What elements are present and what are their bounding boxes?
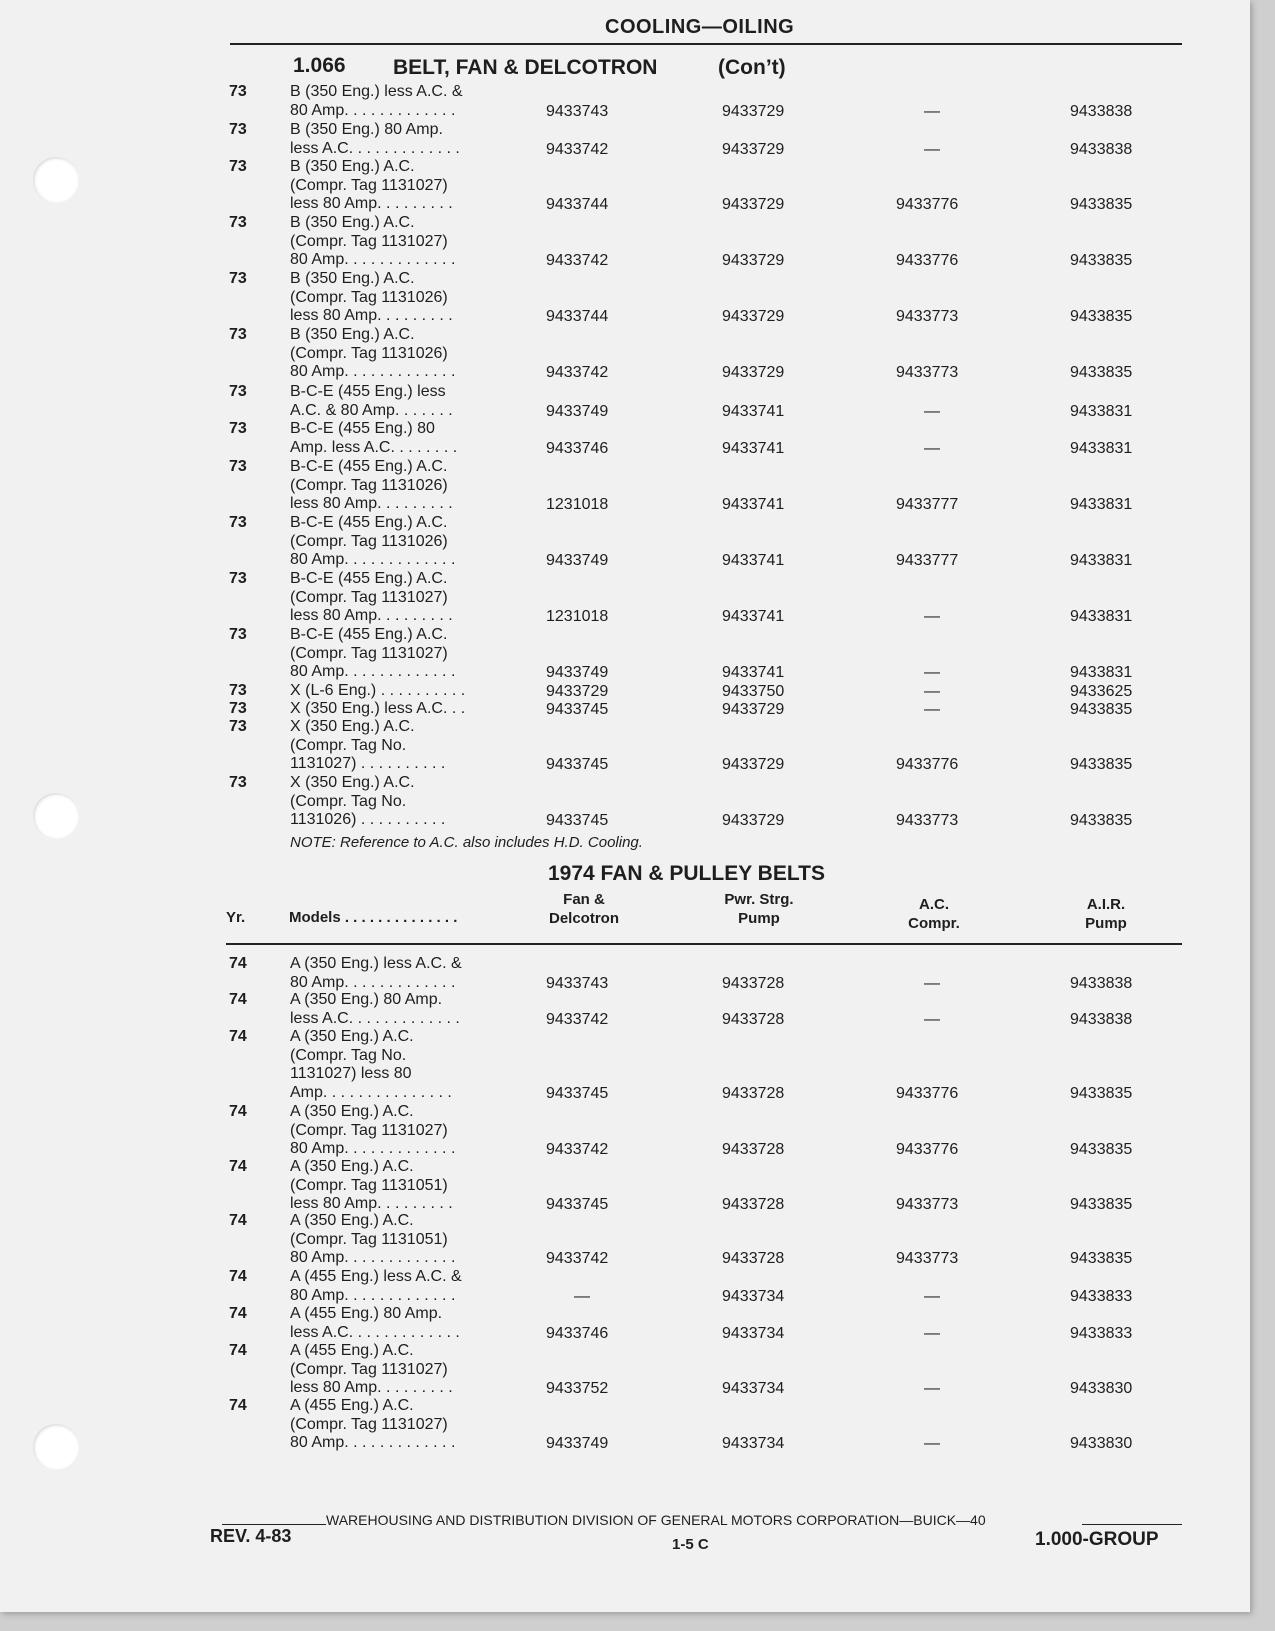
power-steering-part: 9433728 <box>722 1141 785 1159</box>
fan-delcotron-part: 9433745 <box>546 1084 609 1102</box>
row-model-description: B-C-E (455 Eng.) A.C. (Compr. Tag 1131026) 80 Amp. . . . . . . . . . . . . <box>290 514 456 569</box>
ac-compressor-part: — <box>924 1380 940 1398</box>
header-rule <box>230 43 1182 45</box>
binder-hole <box>33 157 79 203</box>
ac-compressor-part: — <box>924 1324 940 1342</box>
row-model-description: B-C-E (455 Eng.) A.C. (Compr. Tag 1131027) 80 Amp. . . . . . . . . . . . . <box>290 626 456 681</box>
ac-compressor-part: 9433773 <box>896 364 959 382</box>
row-model-description: A (350 Eng.) less A.C. & 80 Amp. . . . . . . . . . . . . <box>290 955 462 991</box>
fan-delcotron-part: 9433745 <box>546 1196 609 1214</box>
air-pump-part: 9433833 <box>1070 1324 1133 1342</box>
row-year: 73 <box>229 214 247 231</box>
section-number: 1.066 <box>293 54 346 77</box>
power-steering-part: 9433741 <box>722 552 785 570</box>
col-header-air: A.I.R. Pump <box>1085 896 1127 932</box>
power-steering-part: 9433741 <box>722 496 785 514</box>
power-steering-part: 9433728 <box>722 974 785 992</box>
row-year: 73 <box>229 682 247 699</box>
row-year: 73 <box>229 383 247 400</box>
power-steering-part: 9433729 <box>722 701 785 718</box>
fan-delcotron-part: 1231018 <box>546 496 609 514</box>
fan-delcotron-part: 9433749 <box>546 552 609 570</box>
ac-compressor-part: 9433773 <box>896 1196 959 1214</box>
row-year: 74 <box>229 1103 247 1120</box>
row-year: 73 <box>229 121 247 138</box>
air-pump-part: 9433835 <box>1070 1250 1133 1268</box>
row-year: 73 <box>229 270 247 287</box>
air-pump-part: 9433835 <box>1070 756 1133 774</box>
air-pump-part: 9433625 <box>1070 683 1133 700</box>
power-steering-part: 9433728 <box>722 1084 785 1102</box>
ac-compressor-part: 9433773 <box>896 1250 959 1268</box>
power-steering-part: 9433729 <box>722 756 785 774</box>
air-pump-part: 9433831 <box>1070 496 1133 514</box>
power-steering-part: 9433734 <box>722 1435 785 1453</box>
group-label: 1.000-GROUP <box>1035 1529 1159 1550</box>
ac-compressor-part: — <box>924 974 940 992</box>
fan-delcotron-part: 9433743 <box>546 102 609 120</box>
fan-delcotron-part: 9433744 <box>546 308 609 326</box>
power-steering-part: 9433729 <box>722 140 785 158</box>
power-steering-part: 9433741 <box>722 608 785 626</box>
row-year: 73 <box>229 700 247 717</box>
table-note: NOTE: Reference to A.C. also includes H.D. Cooling. <box>290 834 643 851</box>
power-steering-part: 9433734 <box>722 1380 785 1398</box>
row-model-description: B-C-E (455 Eng.) A.C. (Compr. Tag 1131027) less 80 Amp. . . . . . . . . <box>290 570 453 625</box>
air-pump-part: 9433838 <box>1070 102 1133 120</box>
fan-delcotron-part: 9433745 <box>546 701 609 718</box>
col-header-yr: Yr. <box>226 909 246 926</box>
air-pump-part: 9433838 <box>1070 140 1133 158</box>
col-header-fan: Fan & Delcotron <box>548 891 619 927</box>
power-steering-part: 9433729 <box>722 812 785 830</box>
row-year: 73 <box>229 570 247 587</box>
power-steering-part: 9433741 <box>722 439 785 457</box>
ac-compressor-part: — <box>924 701 940 718</box>
air-pump-part: 9433831 <box>1070 608 1133 626</box>
row-year: 73 <box>229 83 247 100</box>
fan-delcotron-part: 9433749 <box>546 1435 609 1453</box>
ac-compressor-part: — <box>924 439 940 457</box>
ac-compressor-part: — <box>924 102 940 120</box>
power-steering-part: 9433729 <box>722 252 785 270</box>
air-pump-part: 9433831 <box>1070 664 1133 682</box>
fan-delcotron-part: 9433752 <box>546 1380 609 1398</box>
row-year: 73 <box>229 626 247 643</box>
row-model-description: B-C-E (455 Eng.) less A.C. & 80 Amp. . . . . . . <box>290 383 453 419</box>
fan-delcotron-part: 9433742 <box>546 140 609 158</box>
power-steering-part: 9433734 <box>722 1287 785 1305</box>
ac-compressor-part: 9433776 <box>896 1084 959 1102</box>
row-year: 73 <box>229 420 247 437</box>
row-model-description: A (455 Eng.) less A.C. & 80 Amp. . . . . . . . . . . . . <box>290 1268 462 1304</box>
row-year: 73 <box>229 326 247 343</box>
air-pump-part: 9433835 <box>1070 252 1133 270</box>
power-steering-part: 9433729 <box>722 196 785 214</box>
power-steering-part: 9433728 <box>722 1010 785 1028</box>
row-model-description: B (350 Eng.) A.C. (Compr. Tag 1131027) 80 Amp. . . . . . . . . . . . . <box>290 214 456 269</box>
binder-hole <box>33 1424 79 1470</box>
power-steering-part: 9433728 <box>722 1196 785 1214</box>
power-steering-part: 9433729 <box>722 364 785 382</box>
row-year: 74 <box>229 955 247 972</box>
row-model-description: A (455 Eng.) A.C. (Compr. Tag 1131027) 80 Amp. . . . . . . . . . . . . <box>290 1397 456 1452</box>
ac-compressor-part: — <box>924 1287 940 1305</box>
row-year: 74 <box>229 1305 247 1322</box>
row-model-description: A (350 Eng.) A.C. (Compr. Tag 1131051) less 80 Amp. . . . . . . . . <box>290 1158 453 1213</box>
col-header-pwr: Pwr. Strg. Pump <box>724 891 794 927</box>
footer-rule-left <box>222 1524 326 1525</box>
fan-delcotron-part: 9433744 <box>546 196 609 214</box>
row-model-description: A (350 Eng.) A.C. (Compr. Tag 1131027) 80 Amp. . . . . . . . . . . . . <box>290 1103 456 1158</box>
power-steering-part: 9433729 <box>722 308 785 326</box>
fan-delcotron-part: 9433745 <box>546 812 609 830</box>
fan-delcotron-part: 9433749 <box>546 402 609 420</box>
row-model-description: A (455 Eng.) A.C. (Compr. Tag 1131027) less 80 Amp. . . . . . . . . <box>290 1342 453 1397</box>
row-year: 73 <box>229 514 247 531</box>
air-pump-part: 9433831 <box>1070 552 1133 570</box>
row-model-description: B-C-E (455 Eng.) A.C. (Compr. Tag 1131026) less 80 Amp. . . . . . . . . <box>290 458 453 513</box>
page-number: 1-5 C <box>672 1536 709 1553</box>
binder-hole <box>33 793 79 839</box>
air-pump-part: 9433835 <box>1070 308 1133 326</box>
row-year: 74 <box>229 991 247 1008</box>
row-year: 74 <box>229 1268 247 1285</box>
section-title: BELT, FAN & DELCOTRON <box>393 56 658 79</box>
air-pump-part: 9433835 <box>1070 196 1133 214</box>
row-model-description: A (350 Eng.) A.C. (Compr. Tag 1131051) 80 Amp. . . . . . . . . . . . . <box>290 1212 456 1267</box>
power-steering-part: 9433750 <box>722 683 785 700</box>
ac-compressor-part: — <box>924 683 940 700</box>
row-year: 74 <box>229 1342 247 1359</box>
row-model-description: X (350 Eng.) A.C. (Compr. Tag No. 1131027) . . . . . . . . . . <box>290 718 446 773</box>
power-steering-part: 9433741 <box>722 664 785 682</box>
row-model-description: A (350 Eng.) 80 Amp. less A.C. . . . . . . . . . . . . <box>290 991 460 1027</box>
row-model-description: B-C-E (455 Eng.) 80 Amp. less A.C. . . . . . . . <box>290 420 458 456</box>
fan-delcotron-part: 9433745 <box>546 756 609 774</box>
ac-compressor-part: 9433773 <box>896 812 959 830</box>
fan-delcotron-part: 9433749 <box>546 664 609 682</box>
page-section-header: COOLING—OILING <box>605 16 795 38</box>
ac-compressor-part: 9433776 <box>896 252 959 270</box>
power-steering-part: 9433734 <box>722 1324 785 1342</box>
air-pump-part: 9433835 <box>1070 1196 1133 1214</box>
fan-delcotron-part: 9433746 <box>546 439 609 457</box>
row-year: 73 <box>229 774 247 791</box>
ac-compressor-part: 9433777 <box>896 496 959 514</box>
ac-compressor-part: 9433776 <box>896 196 959 214</box>
air-pump-part: 9433835 <box>1070 1141 1133 1159</box>
power-steering-part: 9433729 <box>722 102 785 120</box>
column-header-rule <box>226 943 1182 945</box>
air-pump-part: 9433835 <box>1070 364 1133 382</box>
row-year: 73 <box>229 458 247 475</box>
row-model-description: B (350 Eng.) A.C. (Compr. Tag 1131027) less 80 Amp. . . . . . . . . <box>290 158 453 213</box>
air-pump-part: 9433835 <box>1070 1084 1133 1102</box>
power-steering-part: 9433728 <box>722 1250 785 1268</box>
row-model-description: B (350 Eng.) less A.C. & 80 Amp. . . . . . . . . . . . . <box>290 83 463 119</box>
fan-delcotron-part: 9433746 <box>546 1324 609 1342</box>
row-model-description: B (350 Eng.) A.C. (Compr. Tag 1131026) 80 Amp. . . . . . . . . . . . . <box>290 326 456 381</box>
fan-delcotron-part: 9433743 <box>546 974 609 992</box>
ac-compressor-part: — <box>924 140 940 158</box>
fan-delcotron-part: — <box>574 1287 590 1305</box>
row-year: 74 <box>229 1397 247 1414</box>
air-pump-part: 9433838 <box>1070 1010 1133 1028</box>
revision-label: REV. 4-83 <box>210 1526 292 1546</box>
row-model-description: X (L-6 Eng.) . . . . . . . . . . <box>290 682 466 699</box>
section-continued: (Con’t) <box>718 56 786 79</box>
ac-compressor-part: 9433776 <box>896 1141 959 1159</box>
ac-compressor-part: — <box>924 608 940 626</box>
row-model-description: A (455 Eng.) 80 Amp. less A.C. . . . . . . . . . . . . <box>290 1305 460 1341</box>
fan-delcotron-part: 9433729 <box>546 683 609 700</box>
fan-delcotron-part: 9433742 <box>546 1141 609 1159</box>
row-year: 74 <box>229 1158 247 1175</box>
air-pump-part: 9433831 <box>1070 439 1133 457</box>
air-pump-part: 9433835 <box>1070 701 1133 718</box>
row-model-description: X (350 Eng.) less A.C. . . <box>290 700 466 717</box>
fan-delcotron-part: 9433742 <box>546 364 609 382</box>
row-model-description: B (350 Eng.) A.C. (Compr. Tag 1131026) less 80 Amp. . . . . . . . . <box>290 270 453 325</box>
fan-delcotron-part: 9433742 <box>546 252 609 270</box>
col-header-ac: A.C. Compr. <box>908 896 960 932</box>
row-year: 74 <box>229 1028 247 1045</box>
air-pump-part: 9433833 <box>1070 1287 1133 1305</box>
row-model-description: B (350 Eng.) 80 Amp. less A.C. . . . . . . . . . . . . <box>290 121 460 157</box>
ac-compressor-part: — <box>924 1435 940 1453</box>
ac-compressor-part: — <box>924 402 940 420</box>
air-pump-part: 9433835 <box>1070 812 1133 830</box>
row-model-description: A (350 Eng.) A.C. (Compr. Tag No. 1131027) less 80 Amp. . . . . . . . . . . . . . . <box>290 1028 452 1101</box>
air-pump-part: 9433830 <box>1070 1380 1133 1398</box>
ac-compressor-part: 9433777 <box>896 552 959 570</box>
power-steering-part: 9433741 <box>722 402 785 420</box>
footer-rule-right <box>1082 1524 1182 1525</box>
fan-delcotron-part: 9433742 <box>546 1010 609 1028</box>
air-pump-part: 9433831 <box>1070 402 1133 420</box>
air-pump-part: 9433830 <box>1070 1435 1133 1453</box>
ac-compressor-part: 9433773 <box>896 308 959 326</box>
air-pump-part: 9433838 <box>1070 974 1133 992</box>
ac-compressor-part: 9433776 <box>896 756 959 774</box>
fan-delcotron-part: 9433742 <box>546 1250 609 1268</box>
footer-division: WAREHOUSING AND DISTRIBUTION DIVISION OF GENERAL MOTORS CORPORATION—BUICK—40 <box>326 1512 986 1528</box>
section2-title: 1974 FAN & PULLEY BELTS <box>548 862 825 885</box>
fan-delcotron-part: 1231018 <box>546 608 609 626</box>
col-header-models: Models . . . . . . . . . . . . . . <box>289 909 458 926</box>
row-year: 74 <box>229 1212 247 1229</box>
ac-compressor-part: — <box>924 1010 940 1028</box>
row-year: 73 <box>229 718 247 735</box>
ac-compressor-part: — <box>924 664 940 682</box>
row-year: 73 <box>229 158 247 175</box>
row-model-description: X (350 Eng.) A.C. (Compr. Tag No. 1131026) . . . . . . . . . . <box>290 774 446 829</box>
